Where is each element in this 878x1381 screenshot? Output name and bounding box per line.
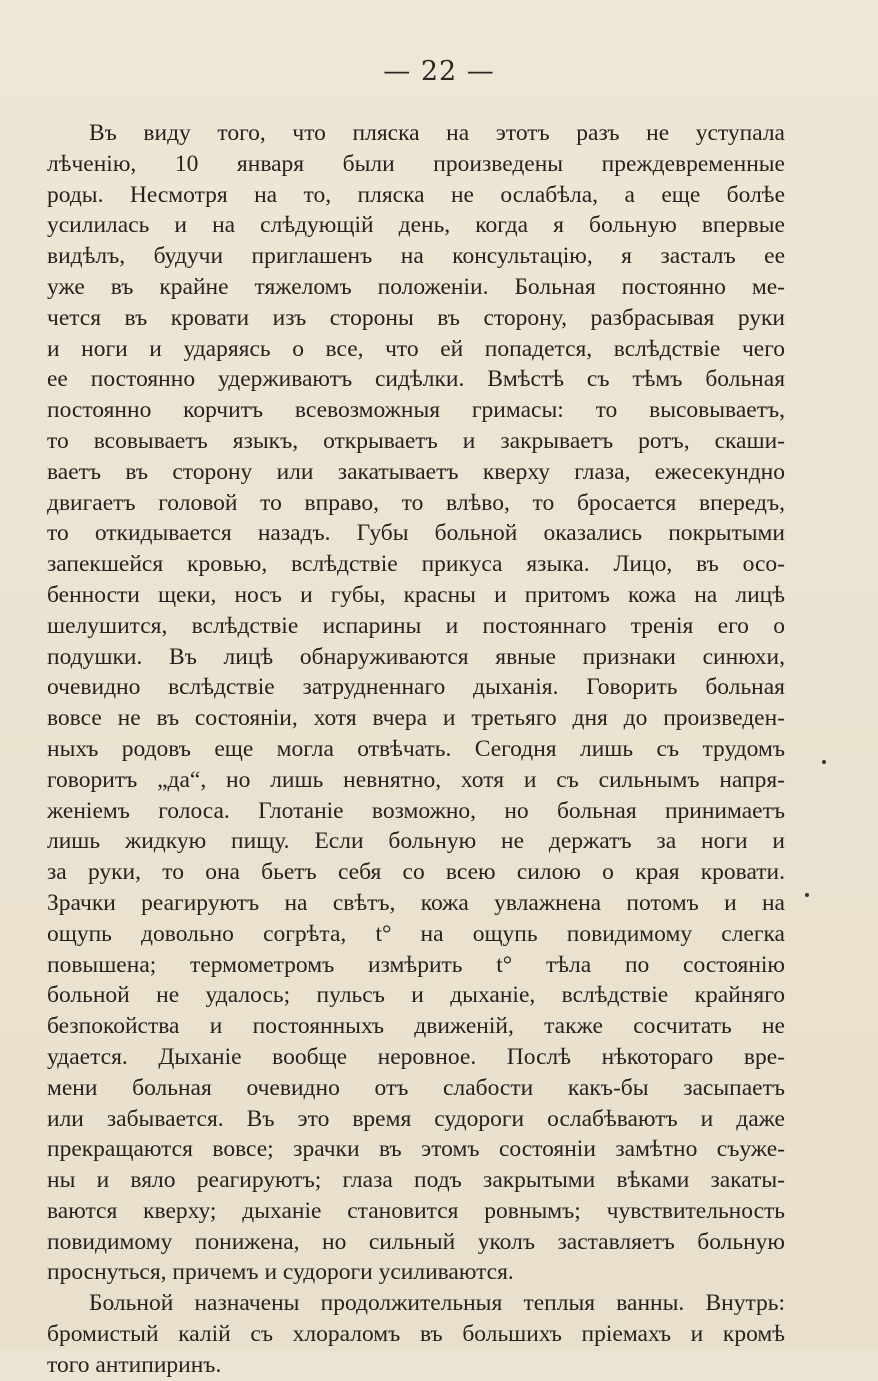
text-line: лишь жидкую пищу. Если больную не держатъ за ноги и <box>47 828 785 855</box>
text-line: постоянно корчитъ всевозможныя гримасы: то высовываетъ, <box>47 397 785 424</box>
text-line: ныхъ родовъ еще могла отвѣчать. Сегодня лишь съ трудомъ <box>47 735 785 762</box>
text-line: очевидно вслѣдствіе затрудненнаго дыханія. Говорить больная <box>47 674 785 701</box>
text-line: повидимому понижена, но сильный уколъ заставляетъ больную <box>47 1228 785 1255</box>
text-line: ощупь довольно согрѣта, t° на ощупь повидимому слегка <box>47 920 785 947</box>
text-line: ваются кверху; дыханіе становится ровнымъ; чувствительность <box>47 1197 785 1224</box>
text-line: усилилась и на слѣдующій день, когда я больную впервые <box>47 212 785 239</box>
text-line: за руки, то она бьетъ себя со всею силою о края кровати. <box>47 859 785 886</box>
text-line: шелушится, вслѣдствіе испарины и постояннаго тренія его о <box>47 612 785 639</box>
text-line: и ноги и ударяясь о все, что ей попадется, вслѣдствіе чего <box>47 335 785 362</box>
text-line: бромистый калій съ хлораломъ въ большихъ пріемахъ и кромѣ <box>47 1321 785 1348</box>
text-line: больной не удалось; пульсъ и дыханіе, вслѣдствіе крайняго <box>47 982 785 1009</box>
text-line: безпокойства и постоянныхъ движеній, также сосчитать не <box>47 1013 785 1040</box>
body-text <box>47 118 785 1381</box>
text-line: Больной назначены продолжительныя теплыя ванны. Внутрь: <box>89 1290 785 1317</box>
text-line: или забывается. Въ это время судороги ослабѣваютъ и даже <box>47 1105 785 1132</box>
text-line: чется въ кровати изъ стороны въ сторону, разбрасывая руки <box>47 304 785 331</box>
text-line: говоритъ „да“, но лишь невнятно, хотя и съ сильнымъ напря- <box>47 766 785 793</box>
paragraph <box>47 118 785 1288</box>
text-line: подушки. Въ лицѣ обнаруживаются явные признаки синюхи, <box>47 643 785 670</box>
text-line: проснуться, причемъ и судороги усиливаются. <box>47 1259 514 1286</box>
print-speck <box>805 893 809 897</box>
text-line: ваетъ въ сторону или закатываетъ кверху глаза, ежесекундно <box>47 458 785 485</box>
text-line: мени больная очевидно отъ слабости какъ-бы засыпаетъ <box>47 1074 785 1101</box>
text-line: Въ виду того, что пляска на этотъ разъ не уступала <box>89 120 785 146</box>
text-line: Зрачки реагируютъ на свѣтъ, кожа увлажнена потомъ и на <box>47 889 785 916</box>
text-line: ны и вяло реагируютъ; глаза подъ закрытыми вѣками закаты- <box>47 1167 785 1194</box>
text-line: то откидывается назадъ. Губы больной оказались покрытыми <box>47 520 785 547</box>
text-line: бенности щеки, носъ и губы, красны и притомъ кожа на лицѣ <box>47 581 785 608</box>
page-number: — 22 — <box>383 56 495 87</box>
text-line: удается. Дыханіе вообще неровное. Послѣ нѣкотораго вре- <box>47 1043 785 1070</box>
text-line: повышена; термометромъ измѣрить t° тѣла по состоянію <box>47 951 785 978</box>
text-line: двигаетъ головой то вправо, то влѣво, то бросается впередъ, <box>47 489 785 516</box>
paragraph <box>47 1288 785 1380</box>
text-line: уже въ крайне тяжеломъ положеніи. Больная постоянно ме- <box>47 273 785 300</box>
text-line: того антипиринъ. <box>47 1351 222 1378</box>
text-line: ее постоянно удерживаютъ сидѣлки. Вмѣстѣ съ тѣмъ больная <box>47 366 785 393</box>
text-line: женіемъ голоса. Глотаніе возможно, но больная принимаетъ <box>47 797 785 824</box>
text-line: вовсе не въ состояніи, хотя вчера и третьяго дня до произведен- <box>47 705 785 732</box>
text-line: роды. Несмотря на то, пляска не ослабѣла, а еще болѣе <box>47 181 785 208</box>
text-line: прекращаются вовсе; зрачки въ этомъ состояніи замѣтно съуже- <box>47 1136 785 1163</box>
text-line: то всовываетъ языкъ, открываетъ и закрываетъ ротъ, скаши- <box>47 427 785 454</box>
text-line: лѣченію, 10 января были произведены преждевременные <box>47 150 785 177</box>
text-line: видѣлъ, будучи приглашенъ на консультацію, я засталъ ее <box>47 243 785 270</box>
text-line: запекшейся кровью, вслѣдствіе прикуса языка. Лицо, въ осо- <box>47 551 785 578</box>
print-speck <box>822 760 826 764</box>
